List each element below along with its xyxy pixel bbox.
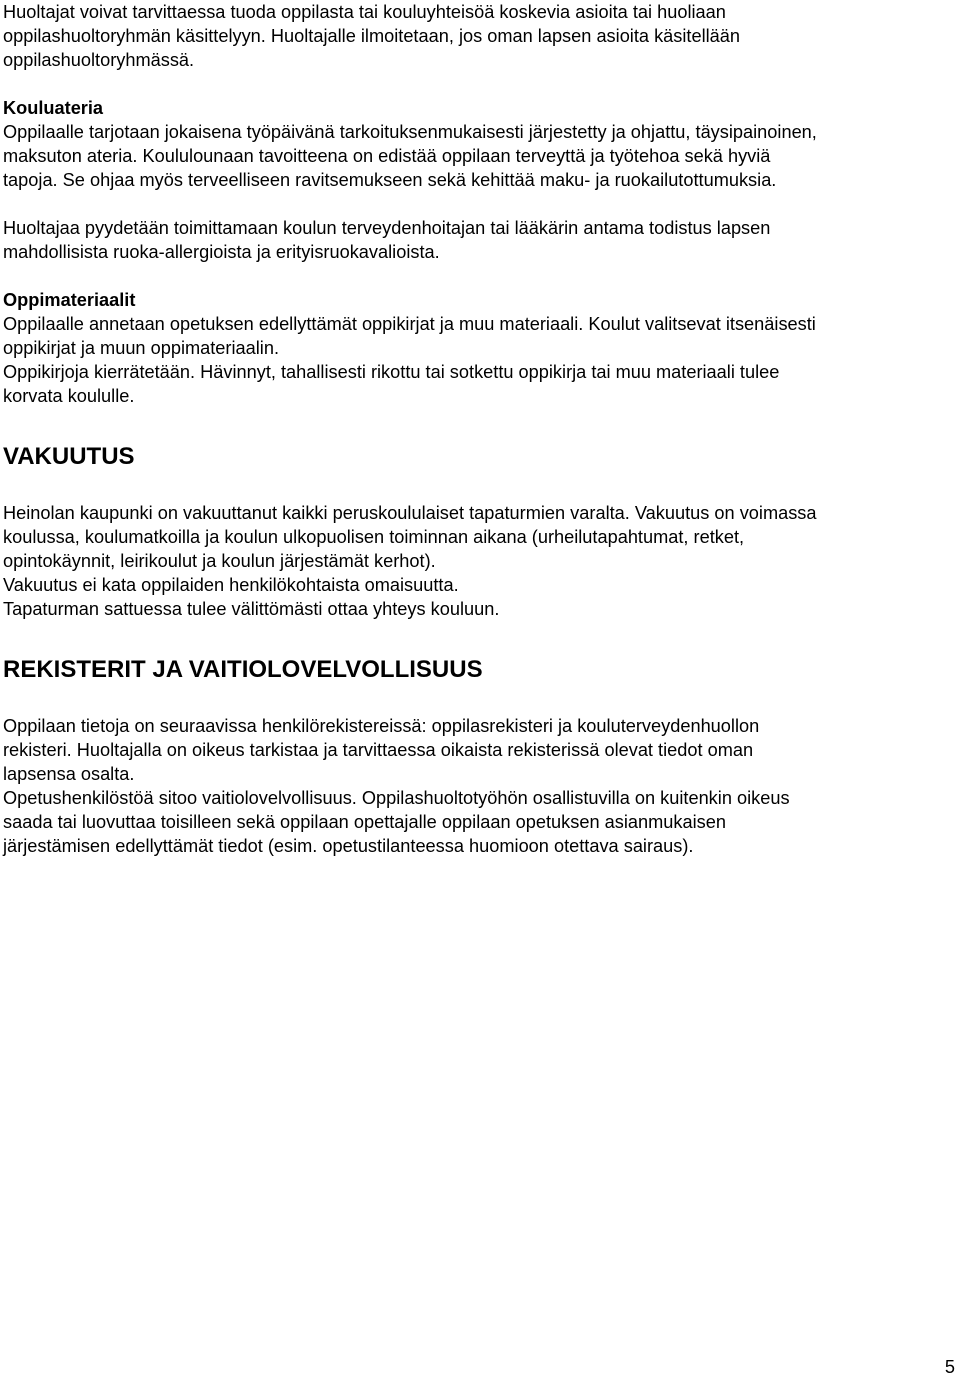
vakuutus-heading: VAKUUTUS	[3, 443, 135, 470]
text-line: lapsensa osalta.	[3, 764, 135, 784]
rekisterit-section	[3, 655, 953, 858]
text-line: Oppilaan tietoja on seuraavissa henkilörekistereissä: oppilasrekisteri ja kouluterveydenhuollon	[3, 716, 760, 736]
vakuutus-section	[3, 442, 953, 621]
kouluateria-heading: Kouluateria	[3, 98, 104, 118]
spacer	[3, 264, 953, 288]
page-number: 5	[944, 1357, 955, 1377]
text-line: Opetushenkilöstöä sitoo vaitiolovelvollisuus. Oppilashuoltotyöhön osallistuvilla on kuitenkin oikeus	[3, 788, 790, 808]
text-line: Oppikirjoja kierrätetään. Hävinnyt, tahallisesti rikottu tai sotkettu oppikirja tai muu materiaali tulee	[3, 362, 780, 382]
text-line: maksuton ateria. Koululounaan tavoitteena on edistää oppilaan terveyttä ja työtehoa sekä hyviä	[3, 146, 771, 166]
oppimateriaalit-section	[3, 288, 953, 408]
text-line: oppikirjat ja muun oppimateriaalin.	[3, 338, 279, 358]
text-line: tapoja. Se ohjaa myös terveelliseen ravitsemukseen sekä kehittää maku- ja ruokailutottumuksia.	[3, 170, 777, 190]
oppimateriaalit-heading: Oppimateriaalit	[3, 290, 136, 310]
rekisterit-heading: REKISTERIT JA VAITIOLOVELVOLLISUUS	[3, 656, 483, 683]
text-line: Vakuutus ei kata oppilaiden henkilökohtaista omaisuutta.	[3, 575, 459, 595]
text-line: Huoltajaa pyydetään toimittamaan koulun terveydenhoitajan tai lääkärin antama todistus lapsen	[3, 218, 771, 238]
text-line: Tapaturman sattuessa tulee välittömästi ottaa yhteys kouluun.	[3, 599, 500, 619]
text-line: Oppilaalle tarjotaan jokaisena työpäivänä tarkoituksenmukaisesti järjestetty ja ohjattu, täysipainoinen,	[3, 122, 817, 142]
text-line: korvata koululle.	[3, 386, 135, 406]
kouluateria-section	[3, 96, 953, 264]
text-line: rekisteri. Huoltajalla on oikeus tarkistaa ja tarvittaessa oikaista rekisterissä olevat tiedot oman	[3, 740, 754, 760]
spacer	[3, 408, 953, 442]
text-line: Oppilaalle annetaan opetuksen edellyttämät oppikirjat ja muu materiaali. Koulut valitsevat itsenäisesti	[3, 314, 816, 334]
intro-paragraph	[3, 0, 953, 72]
text-line: mahdollisista ruoka-allergioista ja erityisruokavalioista.	[3, 242, 440, 262]
spacer	[3, 685, 953, 714]
text-line: opintokäynnit, leirikoulut ja koulun järjestämät kerhot).	[3, 551, 436, 571]
spacer	[3, 72, 953, 96]
spacer	[3, 472, 953, 501]
text-line: oppilashuoltoryhmässä.	[3, 50, 195, 70]
spacer	[3, 621, 953, 655]
text-line: Heinolan kaupunki on vakuuttanut kaikki peruskoululaiset tapaturmien varalta. Vakuutus on voimassa	[3, 503, 817, 523]
text-line: järjestämisen edellyttämät tiedot (esim. opetustilanteessa huomioon otettava sairaus).	[3, 836, 694, 856]
text-line: saada tai luovuttaa toisilleen sekä oppilaan opettajalle oppilaan opetuksen asianmukaisen	[3, 812, 726, 832]
text-line: koulussa, koulumatkoilla ja koulun ulkopuolisen toiminnan aikana (urheilutapahtumat, retket,	[3, 527, 745, 547]
spacer	[3, 192, 953, 216]
text-line: oppilashuoltoryhmän käsittelyyn. Huoltajalle ilmoitetaan, jos oman lapsen asioita käsitellään	[3, 26, 741, 46]
document-page	[3, 0, 953, 858]
text-line: Huoltajat voivat tarvittaessa tuoda oppilasta tai kouluyhteisöä koskevia asioita tai huoliaan	[3, 2, 726, 22]
